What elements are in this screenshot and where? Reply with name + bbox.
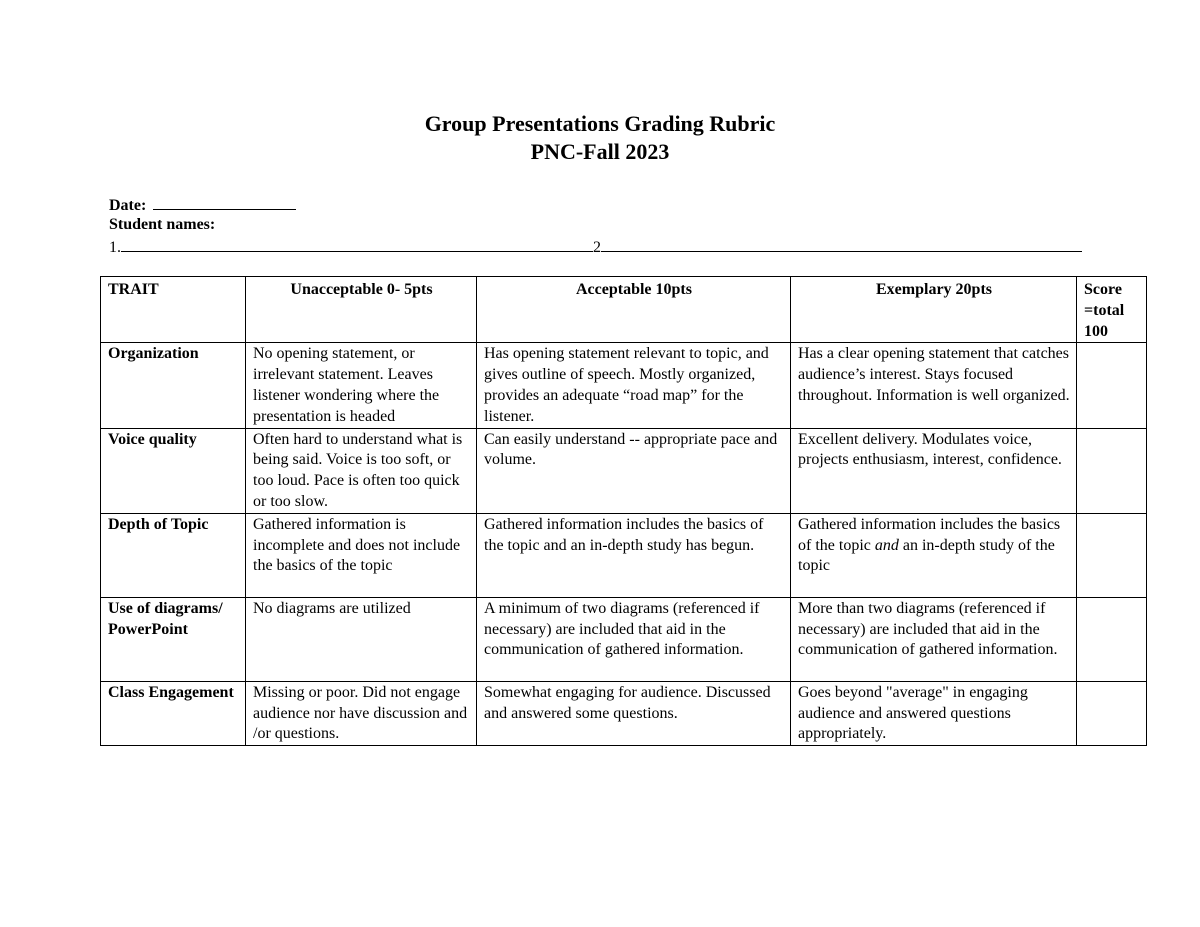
document-subtitle: PNC-Fall 2023	[530, 139, 670, 164]
document-title: Group Presentations Grading Rubric	[424, 111, 776, 136]
exemplary-cell: More than two diagrams (referenced if necessary) are included that aid in the communication of gathered information.	[791, 597, 1077, 681]
score-cell[interactable]	[1077, 513, 1147, 597]
unacceptable-cell: Often hard to understand what is being said. Voice is too soft, or too loud. Pace is often too quick or too slow.	[246, 428, 477, 513]
acceptable-cell: Can easily understand -- appropriate pace and volume.	[477, 428, 791, 513]
exemplary-cell: Excellent delivery. Modulates voice, projects enthusiasm, interest, confidence.	[791, 428, 1077, 513]
header-trait: TRAIT	[101, 277, 246, 343]
student-1-blank[interactable]	[121, 236, 593, 252]
trait-cell: Class Engagement	[101, 681, 246, 745]
exemplary-text-before: Gathered information includes the basics of the topic	[798, 515, 1061, 554]
trait-cell: Organization	[101, 343, 246, 428]
acceptable-cell: A minimum of two diagrams (referenced if necessary) are included that aid in the communication of gathered information.	[477, 597, 791, 681]
unacceptable-cell: Missing or poor. Did not engage audience nor have discussion and /or questions.	[246, 681, 477, 745]
exemplary-cell	[791, 513, 1077, 597]
student-2-label: 2	[593, 239, 601, 256]
acceptable-cell: Has opening statement relevant to topic, and gives outline of speech. Mostly organized, provides an adequate “road map” for the listener.	[477, 343, 791, 428]
table-row	[101, 681, 1147, 745]
date-line	[109, 194, 296, 216]
table-row	[101, 343, 1147, 428]
student-2-blank[interactable]	[601, 236, 1082, 252]
exemplary-cell: Goes beyond "average" in engaging audience and answered questions appropriately.	[791, 681, 1077, 745]
score-cell[interactable]	[1077, 597, 1147, 681]
header-acceptable: Acceptable 10pts	[477, 277, 791, 343]
student-1-label: 1.	[109, 239, 121, 256]
table-row	[101, 597, 1147, 681]
header-exemplary: Exemplary 20pts	[791, 277, 1077, 343]
acceptable-cell: Somewhat engaging for audience. Discussed and answered some questions.	[477, 681, 791, 745]
unacceptable-cell: No opening statement, or irrelevant statement. Leaves listener wondering where the presentation is headed	[246, 343, 477, 428]
student-names-heading: Student names:	[109, 216, 216, 233]
exemplary-cell: Has a clear opening statement that catches audience’s interest. Stays focused throughout. Information is well organized.	[791, 343, 1077, 428]
score-cell[interactable]	[1077, 428, 1147, 513]
document-header	[0, 110, 1200, 166]
exemplary-text-emphasis: and	[874, 536, 899, 554]
exemplary-text-after: an in-depth study of the topic	[798, 536, 1055, 575]
table-header-row	[101, 277, 1147, 343]
table-row	[101, 513, 1147, 597]
score-cell[interactable]	[1077, 681, 1147, 745]
table-row	[101, 428, 1147, 513]
date-blank[interactable]	[153, 194, 296, 210]
trait-cell: Use of diagrams/ PowerPoint	[101, 597, 246, 681]
rubric-table	[100, 276, 1147, 746]
trait-cell: Depth of Topic	[101, 513, 246, 597]
unacceptable-cell: No diagrams are utilized	[246, 597, 477, 681]
trait-cell: Voice quality	[101, 428, 246, 513]
acceptable-cell: Gathered information includes the basics of the topic and an in-depth study has begun.	[477, 513, 791, 597]
student-name-lines	[109, 236, 1082, 258]
header-unacceptable: Unacceptable 0- 5pts	[246, 277, 477, 343]
header-score: Score =total 100	[1077, 277, 1147, 343]
unacceptable-cell: Gathered information is incomplete and does not include the basics of the topic	[246, 513, 477, 597]
date-label: Date:	[109, 197, 147, 214]
score-cell[interactable]	[1077, 343, 1147, 428]
